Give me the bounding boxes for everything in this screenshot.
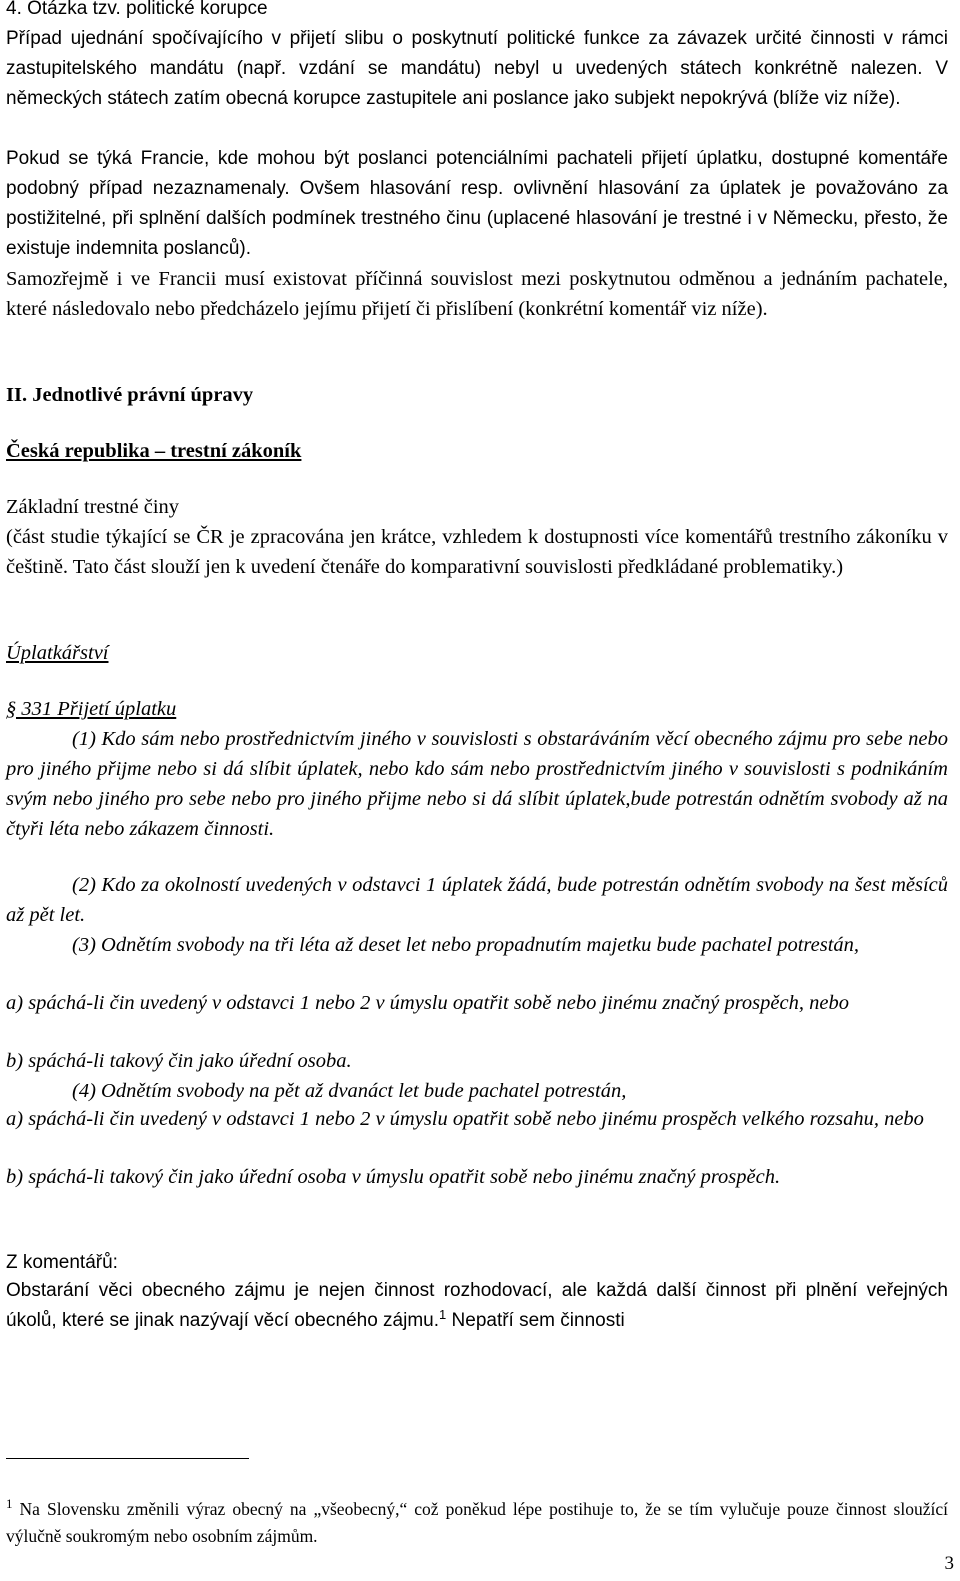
comments-text-continued: Nepatří sem činnosti: [446, 1310, 625, 1331]
subsection-2: (2) Kdo za okolností uvedených v odstavci 1 úplatek žádá, bude potrestán odnětím svobody na šest měsíců až pět let.: [6, 874, 948, 926]
subsection-3: (3) Odnětím svobody na tři léta až deset let nebo propadnutím majetku bude pachatel potrestán,: [72, 934, 860, 956]
subsection-4: (4) Odnětím svobody na pět až dvanáct let bude pachatel potrestán,: [72, 1080, 627, 1102]
footnote-reference[interactable]: 1: [439, 1307, 447, 1322]
chapter-heading: II. Jednotlivé právní úpravy: [6, 384, 254, 406]
page-number: 3: [944, 1553, 954, 1574]
comments-text: Obstarání věci obecného zájmu je nejen činnost rozhodovací, ale každá další činnost při plnění veřejných úkolů, které se jinak nazývají věcí obecného zájmu.: [6, 1280, 948, 1331]
subsection-4-a: a) spáchá-li čin uvedený v odstavci 1 nebo 2 v úmyslu opatřit sobě nebo jinému prospěch velkého rozsahu, nebo: [6, 1108, 924, 1130]
subsection-4-b: b) spáchá-li takový čin jako úřední osoba v úmyslu opatřit sobě nebo jinému značný prospěch.: [6, 1166, 781, 1188]
study-note: (část studie týkající se ČR je zpracována jen krátce, vzhledem k dostupnosti více komentářů trestního zákoníku v češtině. Tato část slouží jen k uvedení čtenáře do komparativní souvislosti předkládané problematiky.): [6, 526, 948, 578]
section-heading-4: 4. Otázka tzv. politické korupce: [6, 0, 268, 19]
paragraph-causality: Samozřejmě i ve Francii musí existovat příčinná souvislost mezi poskytnutou odměnou a jednáním pachatele, které následovalo nebo předcházelo jejímu přijetí či přislíbení (konkrétní komentář viz níže).: [6, 268, 948, 320]
footnote-number: 1: [6, 1495, 13, 1511]
paragraph-france: Pokud se týká Francie, kde mohou být poslanci potenciálními pachateli přijetí úplatku, dostupné komentáře podobný případ nezaznamenaly. Ovšem hlasování resp. ovlivnění hlasování za úplatek je považováno za postižitelné, při splnění dalších podmínek trestného činu (uplacené hlasování je trestné i v Německu, přesto, že existuje indemnita poslanců).: [6, 148, 948, 259]
paragraph-political-office: Případ ujednání spočívajícího v přijetí slibu o poskytnutí politické funkce za závazek určité činnosti v rámci zastupitelského mandátu (např. vzdání se mandátu) nebyl u uvedených státech konkrétně nalezen. V německých státech zatím obecná korupce zastupitele ani poslance jako subjekt nepokrývá (blíže viz níže).: [6, 28, 948, 109]
footnote: [6, 1496, 948, 1550]
comments-paragraph: [6, 1276, 948, 1336]
basic-offences-title: Základní trestné činy: [6, 496, 180, 518]
bribery-title: Úplatkářství: [6, 642, 109, 664]
footnote-separator: [6, 1458, 249, 1459]
section-331-title: § 331 Přijetí úplatku: [6, 698, 177, 720]
subsection-1: (1) Kdo sám nebo prostřednictvím jiného v souvislosti s obstaráváním věcí obecného zájmu pro sebe nebo pro jiného přijme nebo si dá slíbit úplatek, nebo kdo sám nebo prostřednictvím jiného v souvislosti s podnikáním svým nebo jiného pro sebe nebo pro jiného přijme nebo si dá slíbit úplatek,bude potrestán odnětím svobody až na čtyři léta nebo zákazem činnosti.: [6, 728, 948, 840]
footnote-text: Na Slovensku změnili výraz obecný na „všeobecný,“ což poněkud lépe postihuje to, že se tím vylučuje pouze činnost sloužící výlučně soukromým nebo osobním zájmům.: [6, 1498, 948, 1546]
subsection-3-b: b) spáchá-li takový čin jako úřední osoba.: [6, 1050, 352, 1072]
subsection-3-a: a) spáchá-li čin uvedený v odstavci 1 nebo 2 v úmyslu opatřit sobě nebo jinému značný prospěch, nebo: [6, 992, 849, 1014]
country-heading: Česká republika – trestní zákoník: [6, 440, 302, 462]
comments-title: Z komentářů:: [6, 1252, 118, 1273]
